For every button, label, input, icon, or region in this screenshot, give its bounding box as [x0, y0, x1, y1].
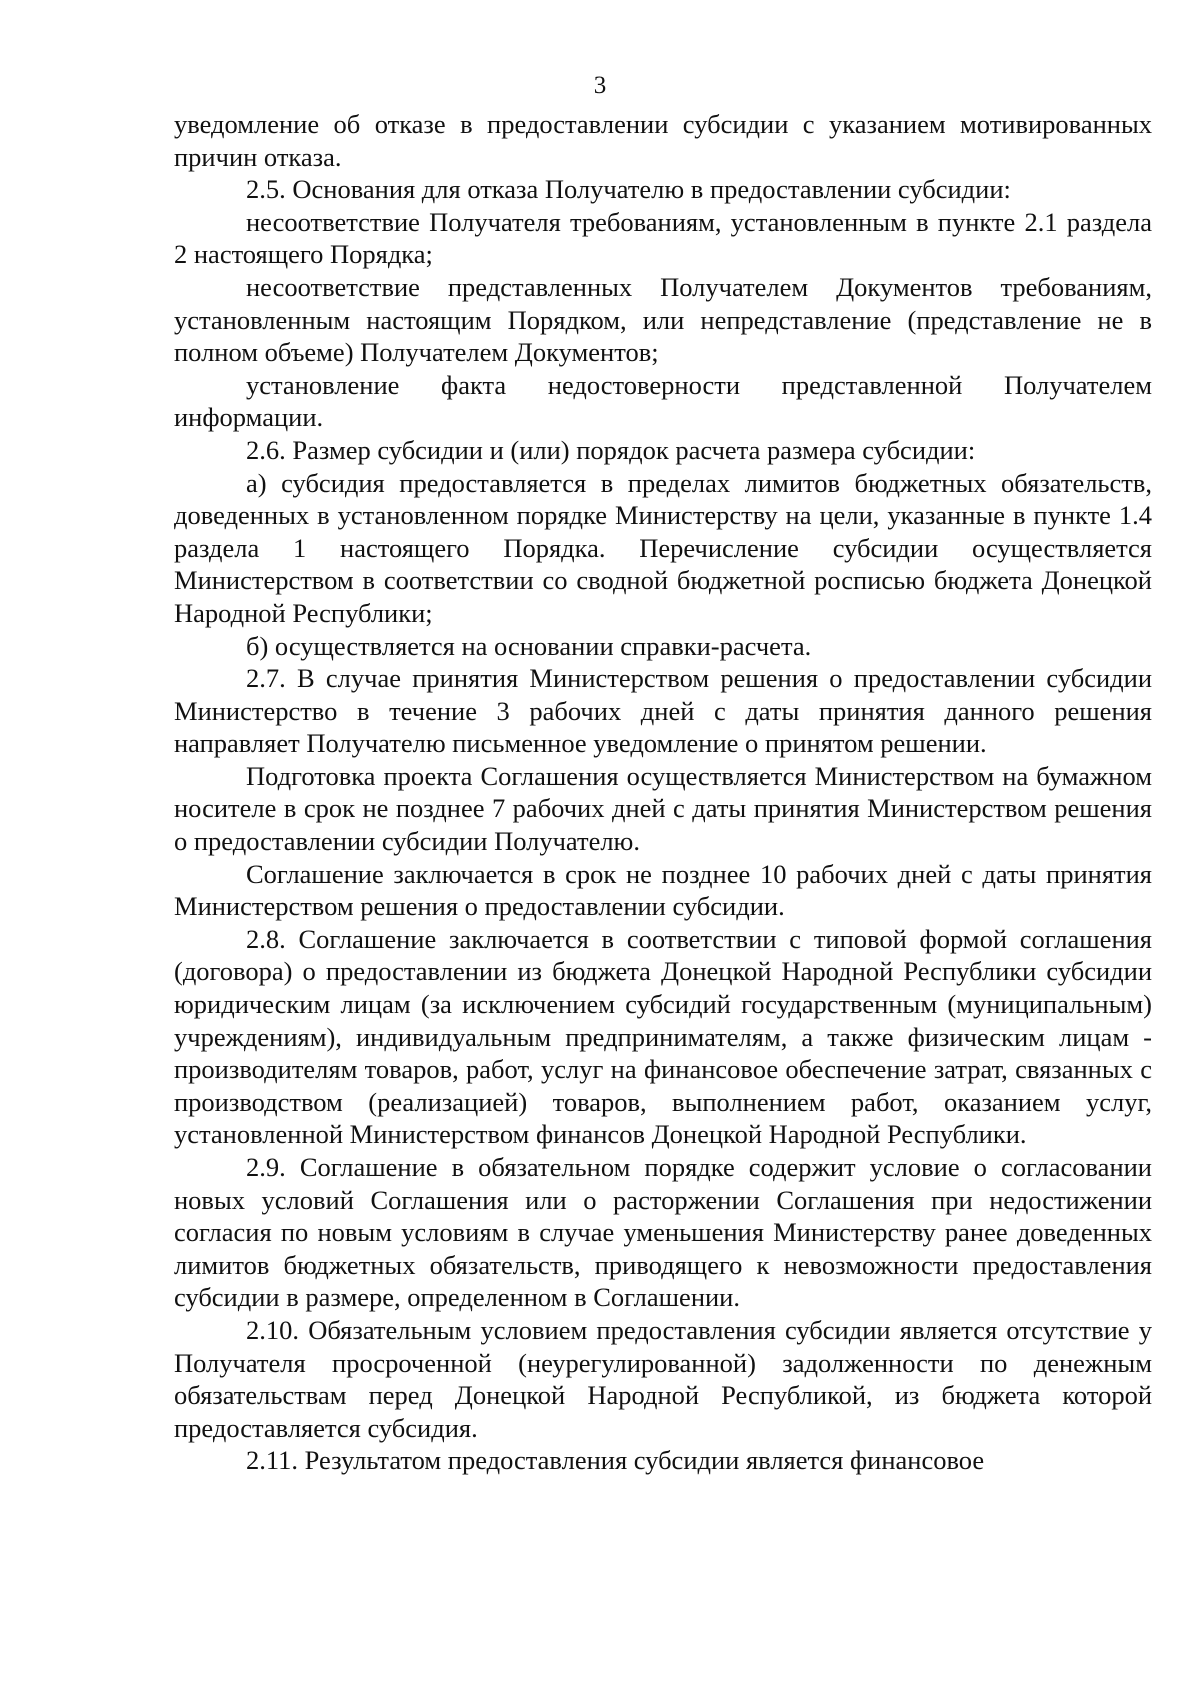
- paragraph: несоответствие представленных Получателем Документов требованиям, установленным настоящим Порядком, или непредставление (представление не в полном объеме) Получателем Документов;: [174, 271, 1152, 368]
- paragraph: Подготовка проекта Соглашения осуществляется Министерством на бумажном носителе в срок не позднее 7 рабочих дней с даты принятия Министерством решения о предоставлении субсидии Получателю.: [174, 760, 1152, 857]
- paragraph: 2.10. Обязательным условием предоставления субсидии является отсутствие у Получателя просроченной (неурегулированной) задолженности по денежным обязательствам перед Донецкой Народной Республикой, из бюджета которой предоставляется субсидия.: [174, 1314, 1152, 1443]
- paragraph: уведомление об отказе в предоставлении субсидии с указанием мотивированных причин отказа.: [174, 109, 1152, 172]
- document-body: [174, 108, 1152, 1477]
- paragraph: Соглашение заключается в срок не позднее 10 рабочих дней с даты принятия Министерством решения о предоставлении субсидии.: [174, 858, 1152, 922]
- paragraph: 2.5. Основания для отказа Получателю в предоставлении субсидии:: [246, 174, 1011, 205]
- paragraph: 2.8. Соглашение заключается в соответствии с типовой формой соглашения (договора) о предоставлении из бюджета Донецкой Народной Республики субсидии юридическим лицам (за исключением субсидий государственным (муниципальным) учреждениям), индивидуальным предпринимателям, а также физическим лицам - производителям товаров, работ, услуг на финансовое обеспечение затрат, связанных с производством (реализацией) товаров, выполнением работ, оказанием услуг, установленной Министерством финансов Донецкой Народной Республики.: [174, 923, 1152, 1150]
- paragraph: б) осуществляется на основании справки-расчета.: [246, 630, 812, 661]
- paragraph: 2.6. Размер субсидии и (или) порядок расчета размера субсидии:: [246, 434, 976, 465]
- paragraph: 2.9. Соглашение в обязательном порядке содержит условие о согласовании новых условий Соглашения или о расторжении Соглашения при недостижении согласия по новым условиям в случае уменьшения Министерству ранее доведенных лимитов бюджетных обязательств, приводящего к невозможности предоставления субсидии в размере, определенном в Соглашении.: [174, 1152, 1152, 1313]
- paragraph: 2.11. Результатом предоставления субсидии является финансовое: [246, 1445, 985, 1476]
- paragraph: 2.7. В случае принятия Министерством решения о предоставлении субсидии Министерство в течение 3 рабочих дней с даты принятия данного решения направляет Получателю письменное уведомление о принятом решении.: [174, 663, 1152, 759]
- paragraph: а) субсидия предоставляется в пределах лимитов бюджетных обязательств, доведенных в установленном порядке Министерству на цели, указанные в пункте 1.4 раздела 1 настоящего Порядка. Перечисление субсидии осуществляется Министерством в соответствии со сводной бюджетной росписью бюджета Донецкой Народной Республики;: [174, 467, 1152, 628]
- paragraph: установление факта недостоверности представленной Получателем информации.: [174, 369, 1152, 433]
- page-number: 3: [593, 72, 607, 99]
- paragraph: несоответствие Получателя требованиям, установленным в пункте 2.1 раздела 2 настоящего Порядка;: [174, 206, 1152, 270]
